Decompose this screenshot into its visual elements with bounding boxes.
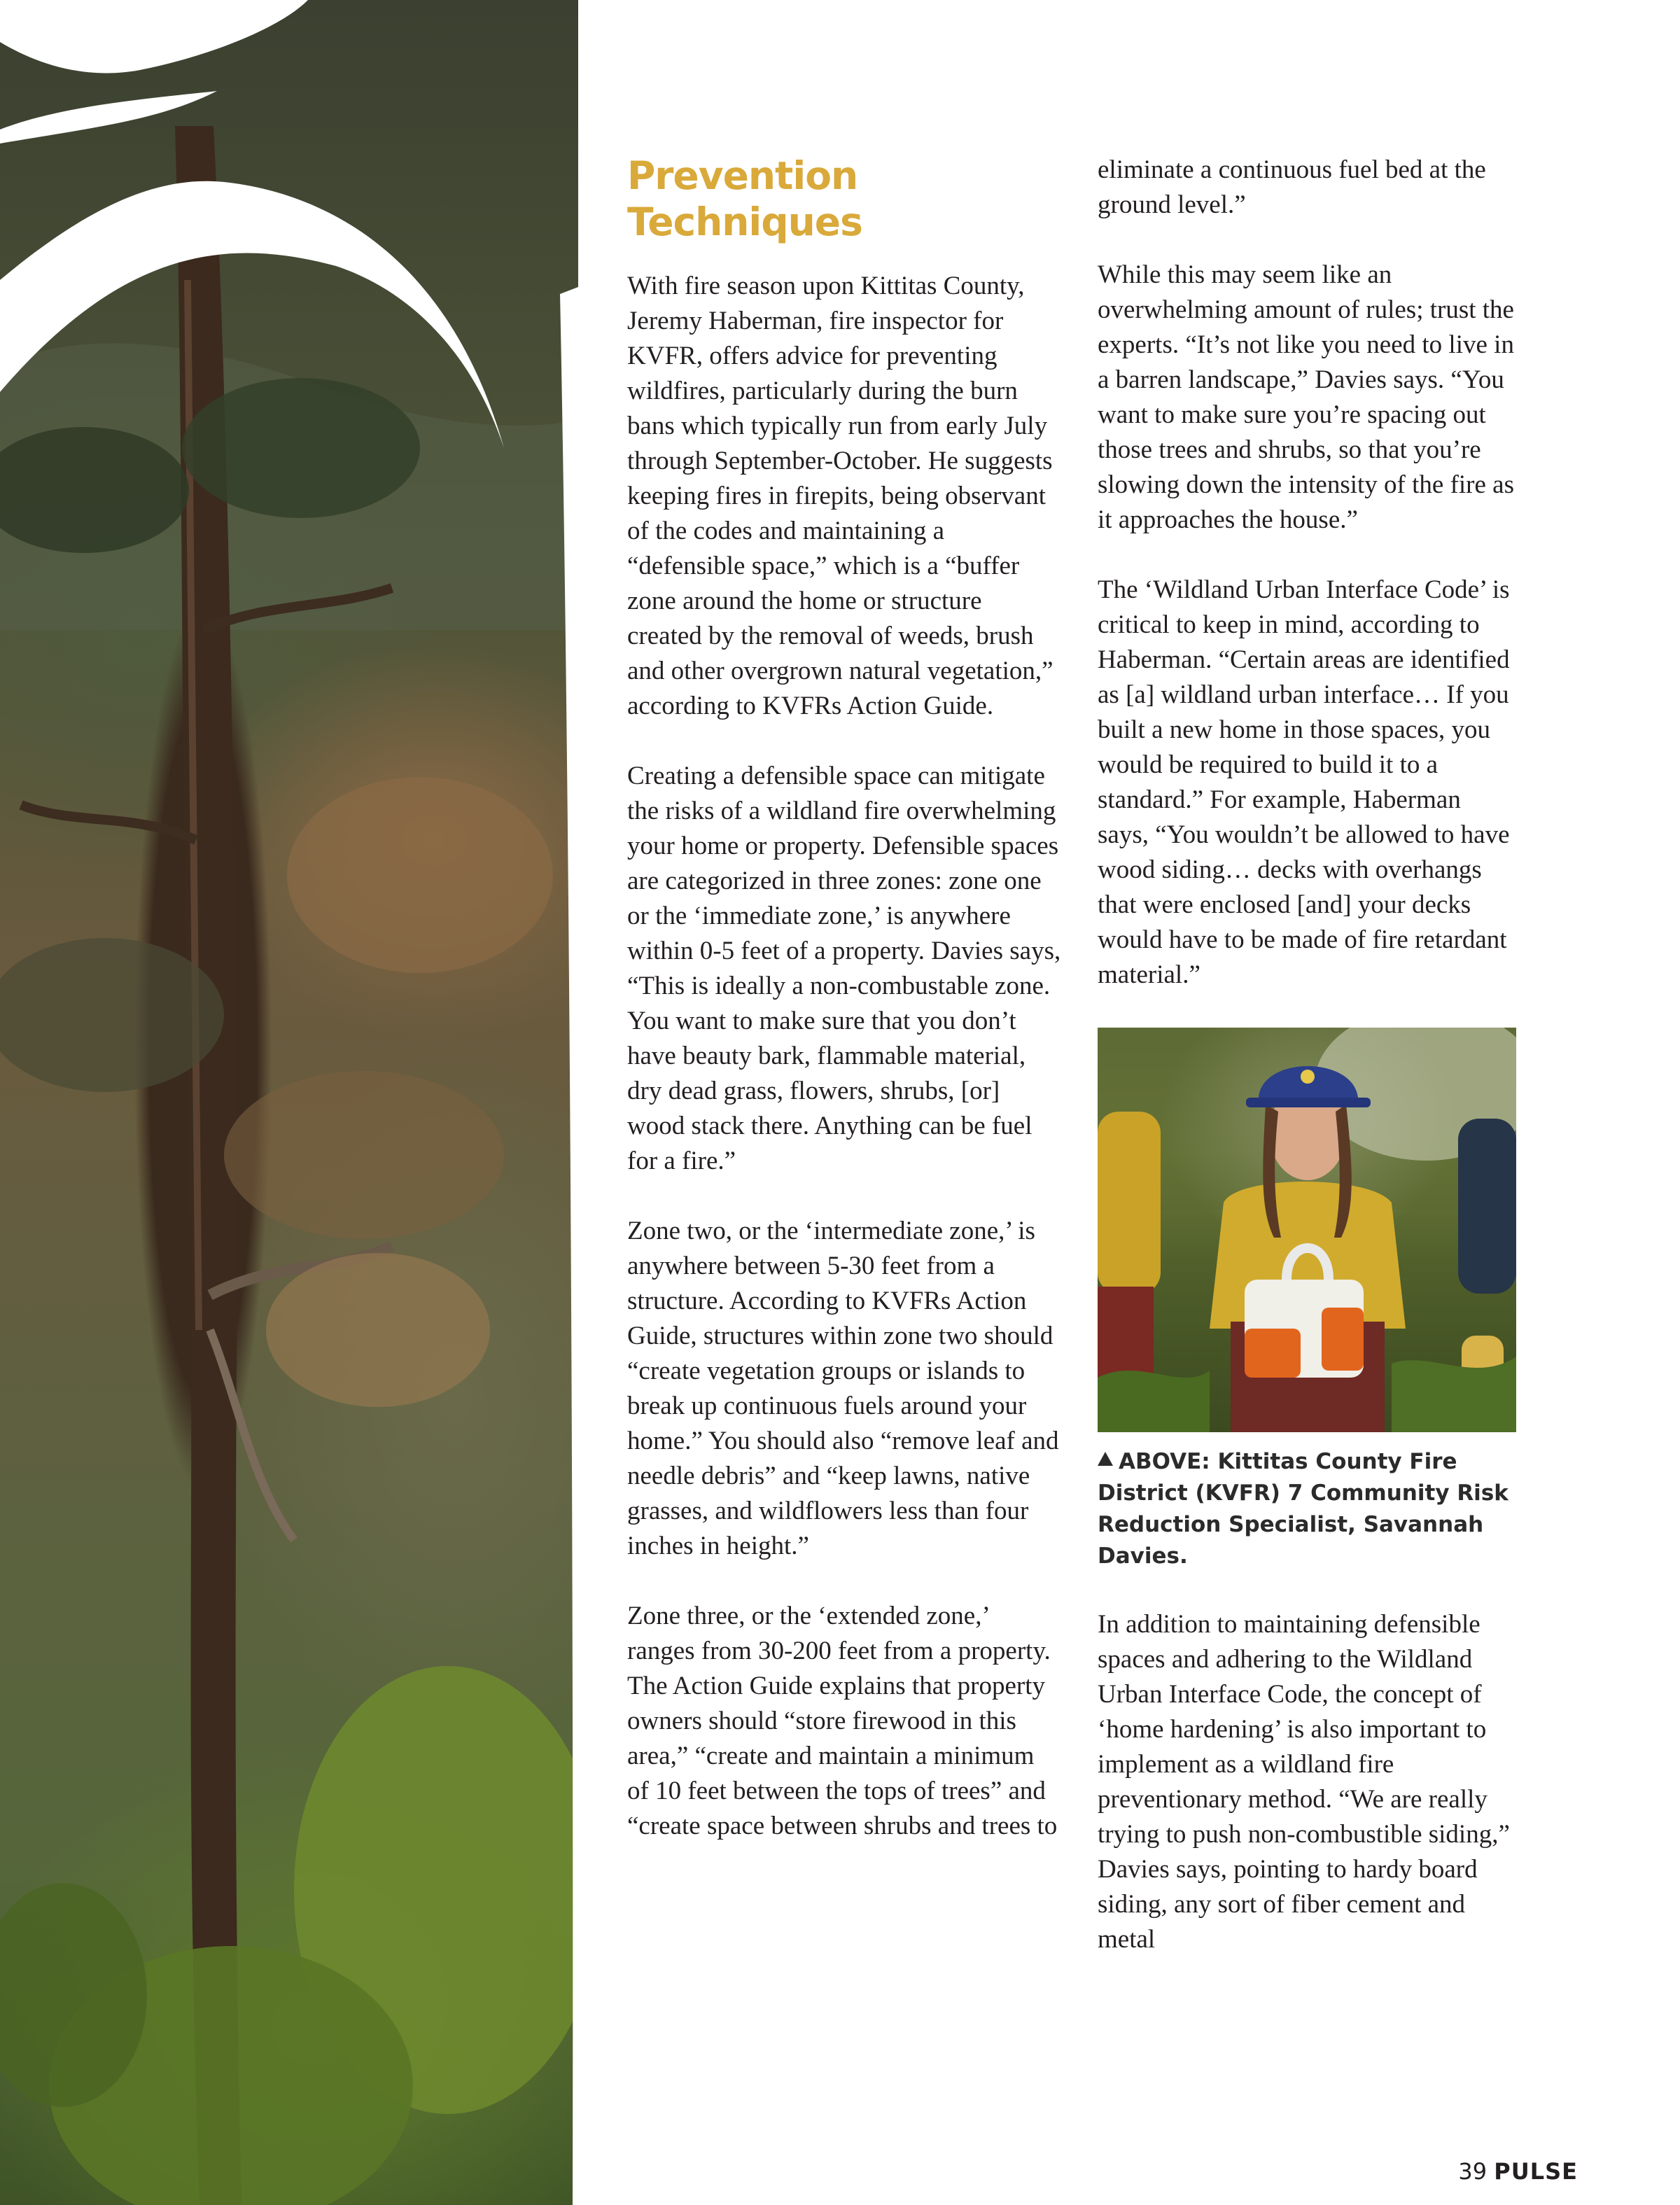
caret-up-icon [1098,1452,1113,1466]
paragraph-trust-experts: While this may seem like an overwhelming amount of rules; trust the experts. “It’s not like you need to live in a barren landscape,” Davies says. “You want to make sure you’re spacing out those trees and shrubs, so that you’re slowing down the intensity of the fire as it approaches the house.” [1098,260,1514,534]
page-folio [1458,2158,1578,2185]
paragraph-defensible-space: Creating a defensible space can mitigate the risks of a wildland fire overwhelming your home or property. Defensible spaces are categorized in three zones: zone one or the ‘immediate zone,’ is anywhere within 0-5 feet of a property. Davies says, “This is ideally a non-combustable zone. You want to make sure that you don’t have beauty bark, flammable material, dry dead grass, flowers, shrubs, [or] wood stack there. Anything can be fuel for a fire.” [627,762,1061,1175]
caption-label: ABOVE: [1119,1449,1210,1474]
section-heading [627,153,1061,245]
right-column [1098,153,1518,1957]
forest-illustration [0,0,578,2205]
paragraph-zone-three: Zone three, or the ‘extended zone,’ ranges from 30-200 feet from a property. The Action Guide explains that property owners should “store firewood in this area,” “create and maintain a minimum of 10 feet between the tops of trees” and “create space between shrubs and trees to [627,1602,1058,1840]
heading-line-2: Techniques [627,200,862,244]
paragraph-home-hardening: In addition to maintaining defensible spaces and adhering to the Wildland Urban Interface Code, the concept of ‘home hardening’ is also important to implement as a wildland fire preventionary method. “We are really trying to push non-combustible siding,” Davies says, pointing to hardy board siding, any sort of fiber cement and metal [1098,1610,1510,1954]
firefighter-photo [1098,1028,1516,1432]
page-number: 39 [1458,2158,1488,2185]
paragraph-wildland-code: The ‘Wildland Urban Interface Code’ is critical to keep in mind, according to Haberman. “Certain areas are identified as [a] wildland urban interface… If you built a new home in those spaces, you would be required to build it to a standard.” For example, Haberman says, “You wouldn’t be allowed to have wood siding… decks with overhangs that were enclosed [and] your decks would have to be made of fire retardant material.” [1098,575,1510,989]
paragraph-fuel-bed: eliminate a continuous fuel bed at the ground level.” [1098,155,1486,219]
magazine-name: PULSE [1494,2158,1578,2185]
photo-caption [1098,1446,1518,1572]
left-column [627,153,1061,1844]
heading-line-1: Prevention [627,153,858,198]
forest-photo [0,0,578,2205]
caption-text: Kittitas County Fire District (KVFR) 7 Community Risk Reduction Specialist, Savannah Davies. [1098,1449,1508,1569]
paragraph-fire-season: With fire season upon Kittitas County, Jeremy Haberman, fire inspector for KVFR, offers advice for preventing wildfires, particularly during the burn bans which typically run from early July through September-October. He suggests keeping fires in firepits, being observant of the codes and maintaining a “defensible space,” which is a “buffer zone around the home or structure created by the removal of weeds, brush and other overgrown natural vegetation,” according to KVFRs Action Guide. [627,272,1054,720]
firefighter-illustration [1098,1028,1516,1432]
paragraph-zone-two: Zone two, or the ‘intermediate zone,’ is anywhere between 5-30 feet from a structure. According to KVFRs Action Guide, structures within zone two should “create vegetation groups or islands to break up continuous fuels around your home.” You should also “remove leaf and needle debris” and “keep lawns, native grasses, and wildflowers less than four inches in height.” [627,1217,1059,1560]
